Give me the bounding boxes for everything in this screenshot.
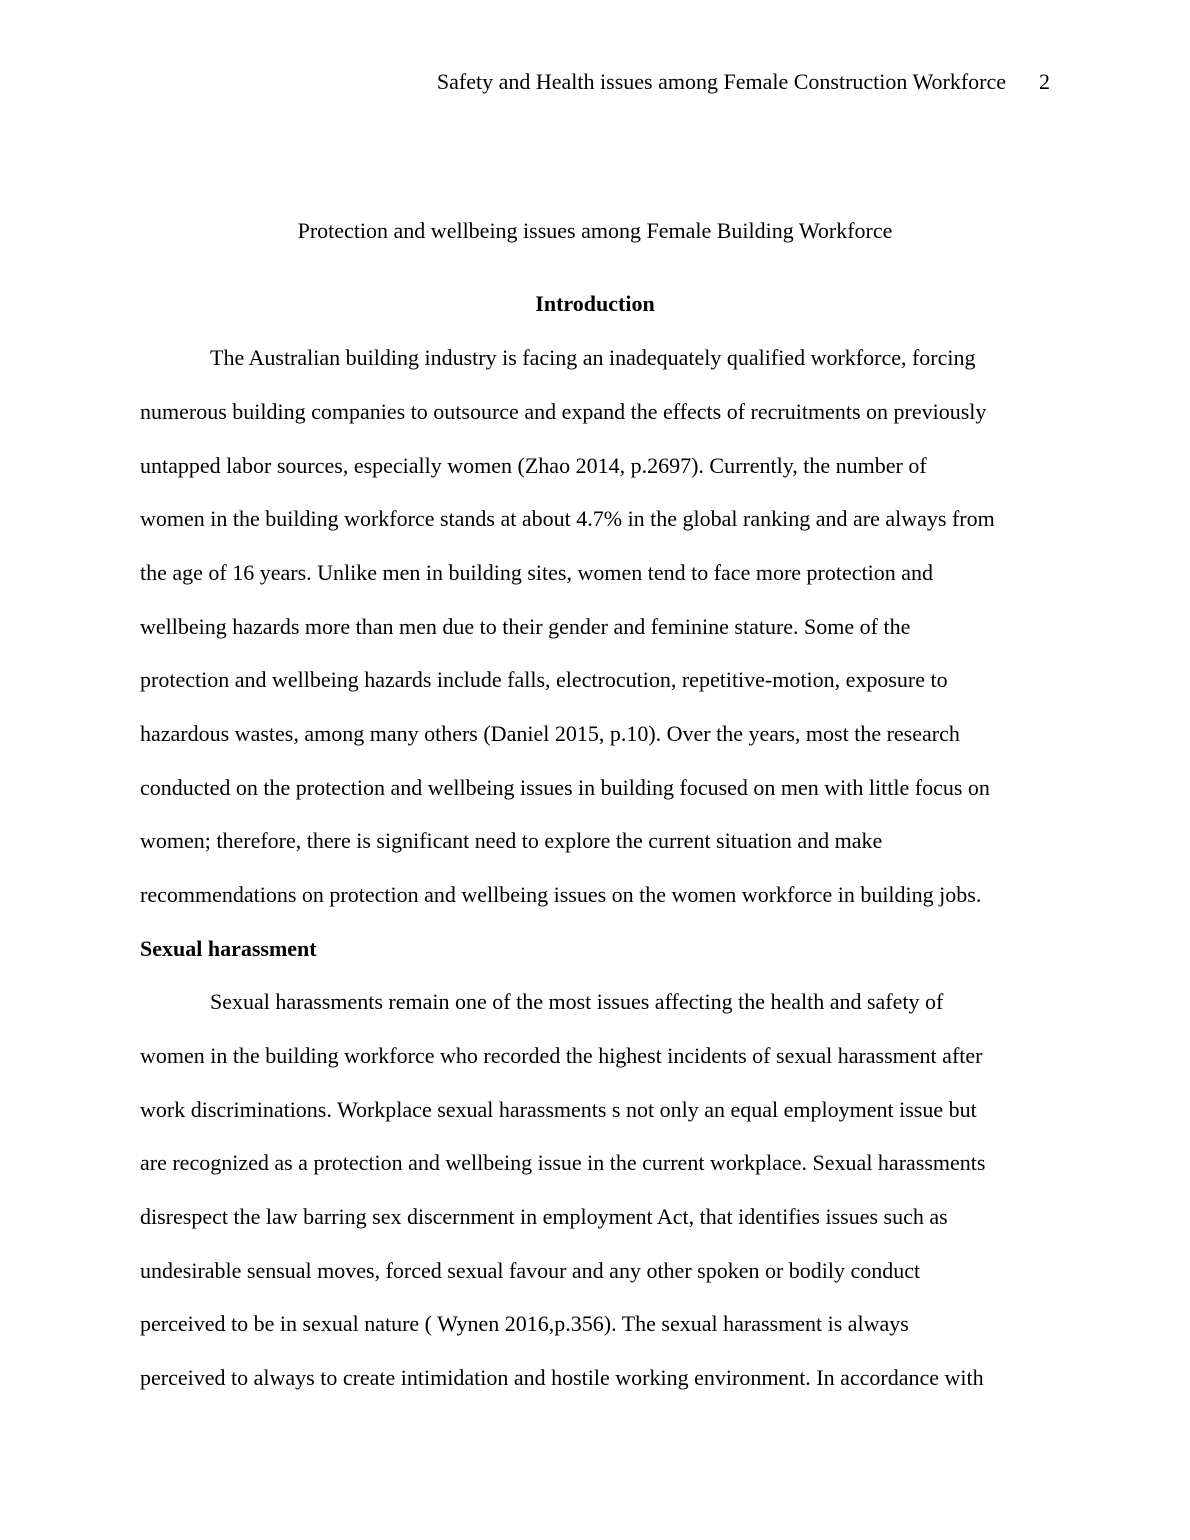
introduction-line: hazardous wastes, among many others (Daniel 2015, p.10). Over the years, most the research [140, 721, 960, 746]
page-number: 2 [1039, 69, 1050, 94]
running-head [140, 67, 1050, 97]
sexual-harassment-line: perceived to always to create intimidation and hostile working environment. In accordance with [140, 1365, 984, 1390]
introduction-line: women in the building workforce stands at about 4.7% in the global ranking and are always from [140, 506, 995, 531]
introduction-heading: Introduction [535, 291, 655, 316]
introduction-line: protection and wellbeing hazards include falls, electrocution, repetitive-motion, exposure to [140, 667, 948, 692]
introduction-line: wellbeing hazards more than men due to their gender and feminine stature. Some of the [140, 614, 911, 639]
introduction-line: numerous building companies to outsource and expand the effects of recruitments on previously [140, 399, 987, 424]
sexual-harassment-line: undesirable sensual moves, forced sexual favour and any other spoken or bodily conduct [140, 1258, 921, 1283]
sexual-harassment-line: women in the building workforce who recorded the highest incidents of sexual harassment after [140, 1043, 983, 1068]
sexual-harassment-line: work discriminations. Workplace sexual harassments s not only an equal employment issue but [140, 1097, 977, 1122]
sexual-harassment-line: Sexual harassments remain one of the most issues affecting the health and safety of [210, 989, 944, 1014]
sexual-harassment-line: disrespect the law barring sex discernment in employment Act, that identifies issues such as [140, 1204, 948, 1229]
introduction-line: the age of 16 years. Unlike men in building sites, women tend to face more protection and [140, 560, 933, 585]
sexual-harassment-line: are recognized as a protection and wellbeing issue in the current workplace. Sexual harassments [140, 1150, 986, 1175]
introduction-line: conducted on the protection and wellbeing issues in building focused on men with little focus on [140, 775, 990, 800]
running-head-title: Safety and Health issues among Female Construction Workforce [436, 69, 1006, 94]
sexual-harassment-line: perceived to be in sexual nature ( Wynen 2016,p.356). The sexual harassment is always [140, 1311, 909, 1336]
introduction-line: The Australian building industry is facing an inadequately qualified workforce, forcing [210, 345, 976, 370]
paper-title: Protection and wellbeing issues among Female Building Workforce [297, 218, 893, 243]
introduction-line: recommendations on protection and wellbeing issues on the women workforce in building jobs. [140, 882, 982, 907]
introduction-line: women; therefore, there is significant need to explore the current situation and make [140, 828, 883, 853]
introduction-line: untapped labor sources, especially women (Zhao 2014, p.2697). Currently, the number of [140, 453, 927, 478]
sexual-harassment-heading: Sexual harassment [140, 936, 317, 961]
